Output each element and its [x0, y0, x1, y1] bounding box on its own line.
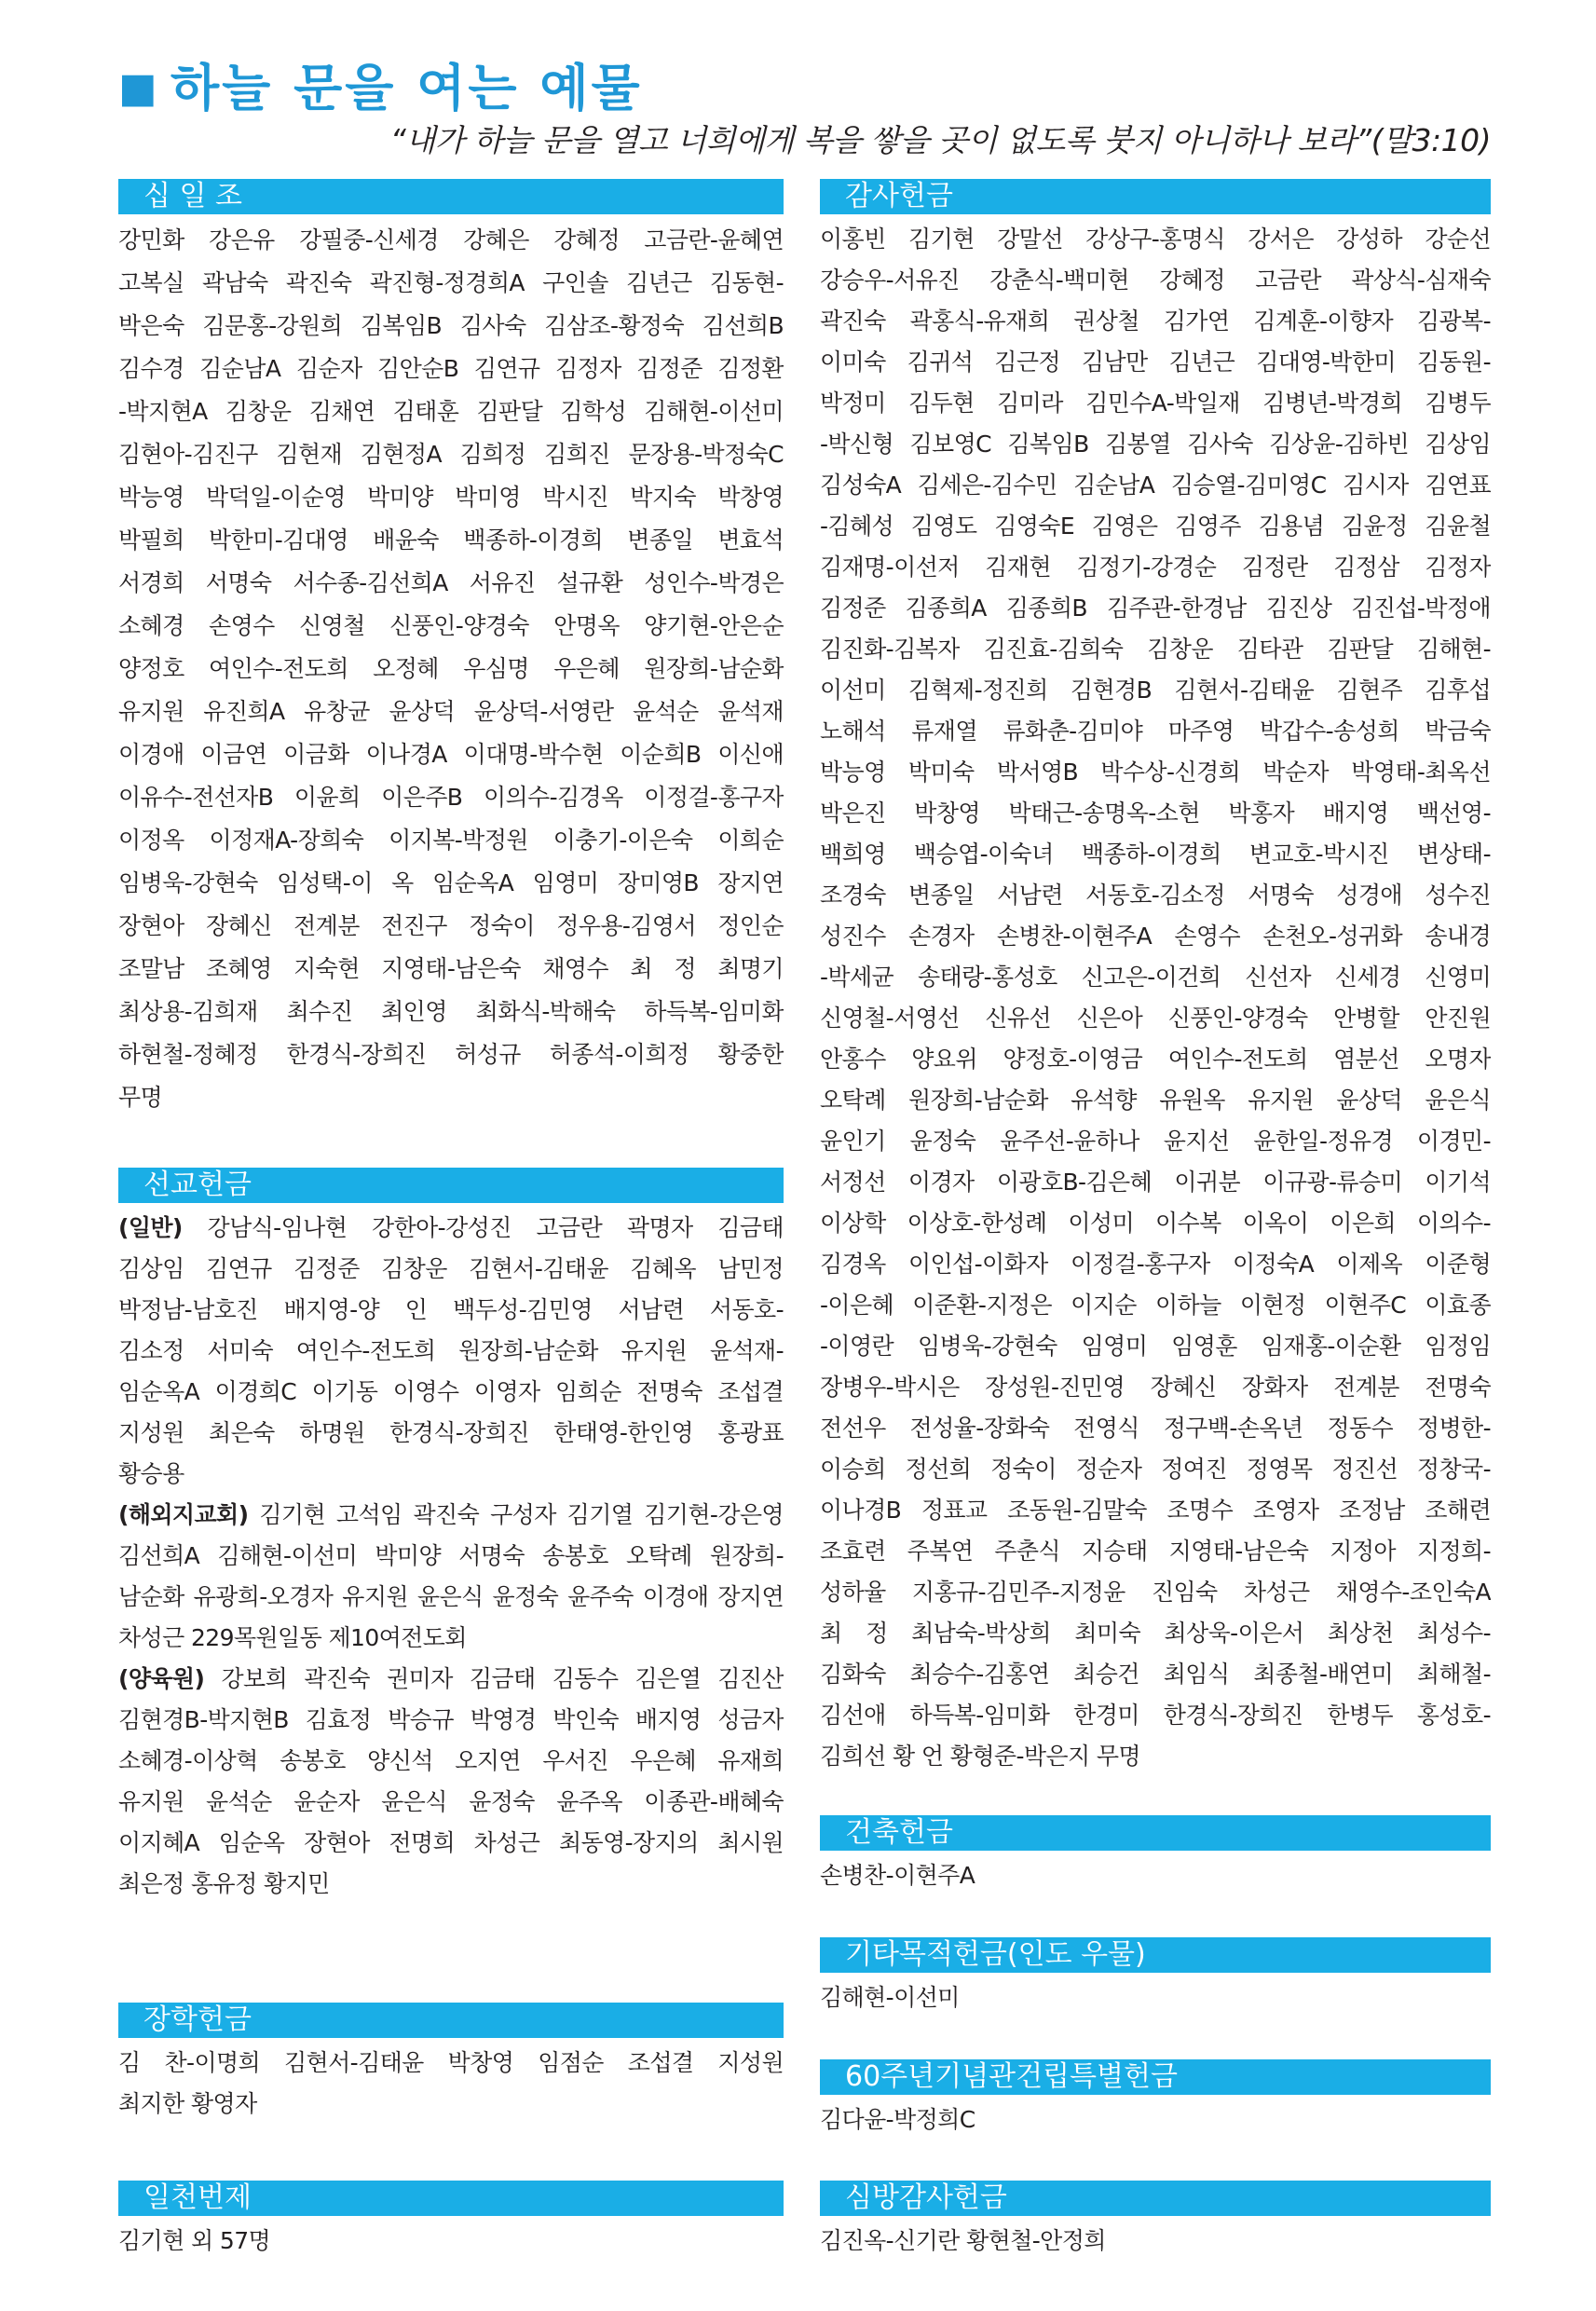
donor-list-line — [820, 1654, 1491, 1695]
donor-list-line — [820, 1326, 1491, 1367]
donor-list — [820, 1977, 1491, 2018]
section-thanksgiving-offering — [820, 179, 1491, 1777]
donor-list-line — [820, 342, 1491, 383]
donor-names: 장현아 장혜신 전계분 전진구 정숙이 정우용-김영서 정인순 — [118, 912, 784, 939]
donor-names: 최 정 최남숙-박상희 최미숙 최상욱-이은서 최상천 최성수- — [820, 1620, 1491, 1647]
donor-names: 지성원 최은숙 하명원 한경식-장희진 한태영-한인영 홍광표 — [118, 1419, 784, 1446]
donor-list-line — [118, 1823, 784, 1864]
donor-names: 강민화 강은유 강필중-신세경 강혜은 강혜정 고금란-윤혜연 — [118, 226, 784, 253]
donor-list-line — [820, 1121, 1491, 1162]
donor-list-line — [820, 219, 1491, 260]
section-header: 장학헌금 — [118, 2003, 784, 2038]
donor-list-line — [118, 2221, 784, 2262]
section-anniversary-hall-offering — [820, 2059, 1491, 2140]
donor-names: 전선우 전성율-장화숙 전영식 정구백-손옥년 정동수 정병한- — [820, 1415, 1491, 1442]
donor-list-line — [820, 1039, 1491, 1080]
donor-names: 백희영 백승엽-이숙녀 백종하-이경희 변교호-박시진 변상태- — [820, 841, 1491, 868]
donor-list-line — [118, 1331, 784, 1372]
donor-names: 조말남 조혜영 지숙현 지영태-남은숙 채영수 최 정 최명기 — [118, 955, 784, 982]
donor-names: 이홍빈 김기현 강말선 강상구-홍명식 강서은 강성하 강순선 — [820, 226, 1491, 253]
square-bullet-icon: ■ — [118, 64, 157, 112]
donor-list-line — [820, 875, 1491, 916]
donor-list-line — [820, 1736, 1491, 1777]
donor-list — [118, 219, 784, 1119]
donor-list-line — [820, 1977, 1491, 2018]
section-header: 심방감사헌금 — [820, 2181, 1491, 2216]
donor-names: 이미숙 김귀석 김근정 김남만 김년근 김대영-박한미 김동원- — [820, 349, 1491, 376]
donor-names: 하현철-정혜정 한경식-장희진 허성규 허종석-이희정 황중한 — [118, 1041, 784, 1068]
section-header: 건축헌금 — [820, 1815, 1491, 1851]
donor-names: 박정남-남호진 배지영-양 인 백두성-김민영 서남련 서동호- — [118, 1296, 784, 1323]
donor-list-line — [820, 1531, 1491, 1572]
donor-names: -박세균 송태랑-홍성호 신고은-이건희 신선자 신세경 신영미 — [820, 964, 1491, 991]
donor-names: 김기현 외 57명 — [118, 2227, 271, 2254]
section-header: 십 일 조 — [118, 179, 784, 214]
donor-list-line — [820, 1449, 1491, 1490]
donor-names: 곽진숙 곽홍식-유재희 권상철 김가연 김계훈-이향자 김광복- — [820, 308, 1491, 335]
donor-names: 무명 — [118, 1084, 163, 1111]
donor-names: 이지혜A 임순옥 장현아 전명희 차성근 최동영-장지의 최시원 — [118, 1829, 784, 1856]
donor-names: 차성근 229목원일동 제10여전도회 — [118, 1624, 467, 1651]
donor-names: 장병우-박시은 장성원-진민영 장혜신 장화자 전계분 전명숙 — [820, 1374, 1491, 1401]
section-special-purpose-offering — [820, 1937, 1491, 2018]
donor-names: 강남식-임나현 강한아-강성진 고금란 곽명자 김금태 — [207, 1214, 784, 1241]
section-building-offering — [820, 1815, 1491, 1896]
donor-list-line — [118, 991, 784, 1033]
donor-list-line — [118, 262, 784, 305]
category-label: (양육원) — [118, 1665, 205, 1692]
donor-names: -박신형 김보영C 김복임B 김봉열 김사숙 김상윤-김하빈 김상임 — [820, 431, 1491, 458]
donor-names: 조효련 주복연 주춘식 지승태 지영태-남은숙 지정아 지정희- — [820, 1538, 1491, 1565]
donor-names: 김상임 김연규 김정준 김창운 김현서-김태윤 김혜옥 남민정 — [118, 1255, 784, 1282]
donor-list-line — [820, 1408, 1491, 1449]
donor-list — [118, 2043, 784, 2125]
donor-list — [820, 2221, 1491, 2262]
donor-list — [820, 1855, 1491, 1896]
donor-names: 김재명-이선저 김재현 김정기-강경순 김정란 김정삼 김정자 — [820, 554, 1491, 581]
donor-names: 소혜경 손영수 신영철 신풍인-양경숙 안명옥 양기현-안은순 — [118, 612, 784, 639]
donor-list-line — [118, 1454, 784, 1495]
donor-list-line — [820, 1285, 1491, 1326]
donor-names: 이경애 이금연 이금화 이나경A 이대명-박수현 이순희B 이신애 — [118, 741, 784, 768]
donor-list-line — [118, 862, 784, 905]
donor-names: 김해현-이선미 — [820, 1984, 960, 2011]
donor-names: 안홍수 양요위 양정호-이영금 여인수-전도희 염분선 오명자 — [820, 1046, 1491, 1073]
donor-names: 황승용 — [118, 1460, 184, 1487]
donor-list-line — [118, 1536, 784, 1577]
donor-list — [118, 1208, 784, 1905]
donor-list-line — [820, 1855, 1491, 1896]
donor-list-line — [820, 1572, 1491, 1613]
donor-list-line — [820, 998, 1491, 1039]
donor-list-line — [118, 1700, 784, 1741]
donor-list-line — [820, 670, 1491, 711]
donor-names: 김진화-김복자 김진효-김희숙 김창운 김타관 김판달 김해현- — [820, 636, 1491, 663]
section-thousand-offering — [118, 2181, 784, 2262]
donor-names: 노해석 류재열 류화춘-김미야 마주영 박갑수-송성희 박금숙 — [820, 718, 1491, 745]
donor-names: 김현경B-박지현B 김효정 박승규 박영경 박인숙 배지영 성금자 — [118, 1706, 784, 1733]
donor-names: 김 찬-이명희 김현서-김태윤 박창영 임점순 조섭결 지성원 — [118, 2049, 784, 2076]
donor-list — [820, 2099, 1491, 2140]
donor-list-line — [118, 1372, 784, 1413]
donor-list-line — [820, 1080, 1491, 1121]
donor-names: 박능영 박덕일-이순영 박미양 박미영 박시진 박지숙 박창영 — [118, 484, 784, 511]
donor-names: 김화숙 최승수-김홍연 최승건 최임식 최종철-배연미 최해철- — [820, 1661, 1491, 1688]
donor-list-line — [118, 2084, 784, 2125]
donor-names: 김진옥-신기란 황현철-안정희 — [820, 2227, 1106, 2254]
donor-names: 박정미 김두현 김미라 김민수A-박일재 김병년-박경희 김병두 — [820, 390, 1491, 417]
donor-list-line — [118, 1577, 784, 1618]
page-title — [118, 58, 643, 119]
donor-names: 최상용-김희재 최수진 최인영 최화식-박해숙 하득복-임미화 — [118, 998, 784, 1025]
donor-list-line — [820, 547, 1491, 588]
donor-names: 신영철-서영선 신유선 신은아 신풍인-양경숙 안병할 안진원 — [820, 1005, 1491, 1032]
donor-list-line — [118, 433, 784, 476]
donor-list-line — [820, 1162, 1491, 1203]
donor-names: 김다윤-박정희C — [820, 2106, 975, 2133]
category-label: (일반) — [118, 1214, 183, 1241]
section-header: 일천번제 — [118, 2181, 784, 2216]
donor-names: 김기현 고석임 곽진숙 구성자 김기열 김기현-강은영 — [259, 1501, 784, 1528]
donor-names: -이영란 임병욱-강현숙 임영미 임영훈 임재홍-이순환 임정임 — [820, 1333, 1491, 1360]
donor-list-line — [820, 1613, 1491, 1654]
donor-list-line — [820, 916, 1491, 957]
donor-names: 소혜경-이상혁 송봉호 양신석 오지연 우서진 우은혜 유재희 — [118, 1747, 784, 1774]
donor-list-line — [820, 711, 1491, 752]
donor-list-line — [820, 752, 1491, 793]
donor-names: 이상학 이상호-한성례 이성미 이수복 이옥이 이은희 이의수- — [820, 1210, 1491, 1237]
donor-names: 서경희 서명숙 서수종-김선희A 서유진 설규환 성인수-박경은 — [118, 569, 784, 596]
section-mission-offering — [118, 1168, 784, 1905]
donor-list-line — [820, 1203, 1491, 1244]
donor-list-line — [820, 629, 1491, 670]
donor-names: 김선애 하득복-임미화 한경미 한경식-장희진 한병두 홍성호- — [820, 1702, 1491, 1729]
donor-list-line — [820, 301, 1491, 342]
donor-list-line — [820, 383, 1491, 424]
donor-list-line — [820, 834, 1491, 875]
donor-list-line — [118, 905, 784, 948]
donor-names: -김혜성 김영도 김영숙E 김영은 김영주 김용념 김윤정 김윤철 — [820, 513, 1491, 540]
donor-list-line — [118, 562, 784, 605]
category-label: (해외지교회) — [118, 1501, 249, 1528]
donor-list-line — [820, 424, 1491, 465]
donor-names: 이정옥 이정재A-장희숙 이지복-박정원 이충기-이은숙 이희순 — [118, 827, 784, 854]
donor-names: 이나경B 정표교 조동원-김말숙 조명수 조영자 조정남 조해련 — [820, 1497, 1491, 1524]
donor-list-line — [820, 1695, 1491, 1736]
donor-names: 오탁례 원장희-남순화 유석향 유원옥 유지원 윤상덕 윤은식 — [820, 1087, 1491, 1114]
donor-list-line — [820, 2221, 1491, 2262]
donor-names: 유지원 유진희A 유창균 윤상덕 윤상덕-서영란 윤석순 윤석재 — [118, 698, 784, 725]
donor-names: 이선미 김혁제-정진희 김현경B 김현서-김태윤 김현주 김후섭 — [820, 677, 1491, 704]
donor-names: 김경옥 이인섭-이화자 이정걸-홍구자 이정숙A 이제옥 이준형 — [820, 1251, 1491, 1278]
donor-names: 박은진 박창영 박태근-송명옥-소현 박홍자 배지영 백선영- — [820, 800, 1491, 827]
donor-names: 임병욱-강현숙 임성택-이 옥 임순옥A 임영미 장미영B 장지연 — [118, 869, 784, 896]
donor-list-line — [118, 819, 784, 862]
donor-list-line — [118, 605, 784, 648]
donor-names: 강보희 곽진숙 권미자 김금태 김동수 김은열 김진산 — [221, 1665, 784, 1692]
donor-list-line — [118, 948, 784, 991]
donor-list-line — [820, 260, 1491, 301]
scripture-verse: “내가 하늘 문을 열고 너희에게 복을 쌓을 곳이 없도록 붓지 아니하나 보라”(말3:10) — [389, 122, 1491, 158]
section-scholarship-offering — [118, 2003, 784, 2125]
donor-list-line — [118, 1249, 784, 1290]
donor-list-line — [118, 390, 784, 433]
donor-list — [118, 2221, 784, 2262]
donor-list-line — [118, 305, 784, 348]
donor-list-line — [820, 793, 1491, 834]
donor-names: 서정선 이경자 이광호B-김은혜 이귀분 이규광-류승미 이기석 — [820, 1169, 1491, 1196]
donor-list-line — [118, 1741, 784, 1782]
donor-names: 성하율 지홍규-김민주-지정윤 진임숙 차성근 채영수-조인숙A — [820, 1579, 1491, 1606]
donor-names: 강승우-서유진 강춘식-백미현 강혜정 고금란 곽상식-심재숙 — [820, 267, 1491, 294]
donor-names: -박지현A 김창운 김채연 김태훈 김판달 김학성 김해현-이선미 — [118, 398, 784, 425]
section-visitation-thanksgiving-offering — [820, 2181, 1491, 2262]
donor-list-line — [820, 588, 1491, 629]
donor-list-line — [118, 691, 784, 733]
donor-list-line — [118, 1864, 784, 1905]
donor-names: 김소정 서미숙 여인수-전도희 원장희-남순화 유지원 윤석재- — [118, 1337, 784, 1364]
donor-names: 고복실 곽남숙 곽진숙 곽진형-정경희A 구인솔 김년근 김동현- — [118, 269, 784, 296]
donor-list-line — [118, 776, 784, 819]
donor-names: 김희선 황 언 황형준-박은지 무명 — [820, 1743, 1140, 1770]
donor-list-line — [118, 1290, 784, 1331]
donor-names: 손병찬-이현주A — [820, 1862, 975, 1889]
donor-names: -이은혜 이준환-지정은 이지순 이하늘 이현정 이현주C 이효종 — [820, 1292, 1491, 1319]
donor-names: 박은숙 김문홍-강원희 김복임B 김사숙 김삼조-황정숙 김선희B — [118, 312, 784, 339]
donor-list-line — [820, 1367, 1491, 1408]
donor-names: 조경숙 변종일 서남련 서동호-김소정 서명숙 성경애 성수진 — [820, 882, 1491, 909]
donor-list-line — [118, 348, 784, 390]
page-title-text: 하늘 문을 여는 예물 — [171, 59, 643, 117]
donor-list-line — [820, 1244, 1491, 1285]
donor-list-line — [118, 733, 784, 776]
donor-list-line — [118, 1076, 784, 1119]
section-tithe — [118, 179, 784, 1119]
donor-names: 김정준 김종희A 김종희B 김주관-한경남 김진상 김진섭-박정애 — [820, 595, 1491, 622]
donor-list-line — [118, 1618, 784, 1659]
donor-names: 윤인기 윤정숙 윤주선-윤하나 윤지선 윤한일-정유경 이경민- — [820, 1128, 1491, 1155]
section-header: 기타목적헌금(인도 우물) — [820, 1937, 1491, 1973]
donor-list-line — [118, 1413, 784, 1454]
donor-list-line — [820, 957, 1491, 998]
donor-names: 유지원 윤석순 윤순자 윤은식 윤정숙 윤주옥 이종관-배혜숙 — [118, 1788, 784, 1815]
donor-names: 김현아-김진구 김현재 김현정A 김희정 김희진 문장용-박정숙C — [118, 441, 784, 468]
donor-names: 김수경 김순남A 김순자 김안순B 김연규 김정자 김정준 김정환 — [118, 355, 784, 382]
donor-names: 남순화 유광희-오경자 유지원 윤은식 윤정숙 윤주숙 이경애 장지연 — [118, 1583, 784, 1610]
donor-list-line — [820, 1490, 1491, 1531]
donor-list-line — [118, 1033, 784, 1076]
donor-names: 이승희 정선희 정숙이 정순자 정여진 정영목 정진선 정창국- — [820, 1456, 1491, 1483]
donor-list-line — [118, 1782, 784, 1823]
donor-list-line — [118, 219, 784, 262]
donor-names: 양정호 여인수-전도희 오정혜 우심명 우은혜 원장희-남순화 — [118, 655, 784, 682]
donor-list — [820, 219, 1491, 1777]
donor-names: 임순옥A 이경희C 이기동 이영수 이영자 임희순 전명숙 조섭결 — [118, 1378, 784, 1405]
donor-list-line — [118, 648, 784, 691]
donor-names: 박필희 박한미-김대영 배윤숙 백종하-이경희 변종일 변효석 — [118, 526, 784, 554]
section-header: 60주년기념관건립특별헌금 — [820, 2059, 1491, 2095]
donor-list-line — [820, 506, 1491, 547]
donor-list-line — [118, 1495, 784, 1536]
donor-list-line — [118, 476, 784, 519]
donor-names: 박능영 박미숙 박서영B 박수상-신경희 박순자 박영태-최옥선 — [820, 759, 1491, 786]
donor-names: 성진수 손경자 손병찬-이현주A 손영수 손천오-성귀화 송내경 — [820, 923, 1491, 950]
section-header: 감사헌금 — [820, 179, 1491, 214]
donor-names: 김성숙A 김세은-김수민 김순남A 김승열-김미영C 김시자 김연표 — [820, 472, 1491, 499]
section-header: 선교헌금 — [118, 1168, 784, 1203]
donor-list-line — [118, 519, 784, 562]
donor-list-line — [118, 1208, 784, 1249]
donor-names: 최지한 황영자 — [118, 2090, 257, 2117]
donor-list-line — [118, 1659, 784, 1700]
donor-list-line — [820, 2099, 1491, 2140]
donor-names: 이유수-전선자B 이윤희 이은주B 이의수-김경옥 이정걸-홍구자 — [118, 784, 784, 811]
donor-list-line — [820, 465, 1491, 506]
donor-list-line — [118, 2043, 784, 2084]
donor-names: 최은정 홍유정 황지민 — [118, 1870, 330, 1897]
donor-names: 김선희A 김해현-이선미 박미양 서명숙 송봉호 오탁례 원장희- — [118, 1542, 784, 1569]
